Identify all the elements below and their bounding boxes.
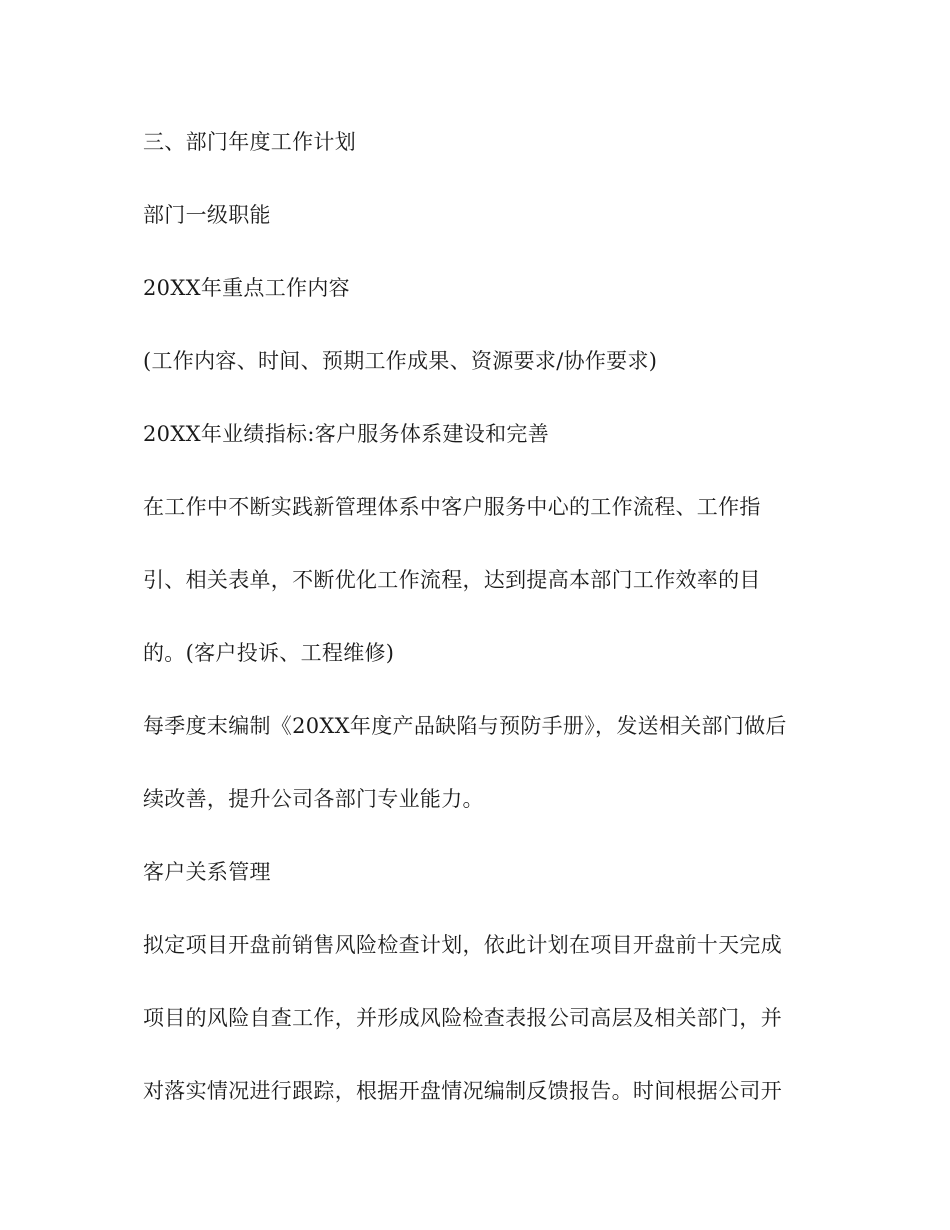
paragraph-line: 引、相关表单，不断优化工作流程，达到提高本部门工作效率的目 (143, 568, 761, 592)
paragraph-line: (工作内容、时间、预期工作成果、资源要求/协作要求) (143, 349, 658, 373)
paragraph-line: 在工作中不断实践新管理体系中客户服务中心的工作流程、工作指 (143, 495, 761, 519)
paragraph-line: 续改善，提升公司各部门专业能力。 (143, 787, 484, 811)
section-heading: 三、部门年度工作计划 (143, 130, 356, 154)
subheading-key-work: 20XX年重点工作内容 (143, 276, 350, 300)
paragraph-line: 项目的风险自查工作，并形成风险检查表报公司高层及相关部门，并 (143, 1006, 782, 1030)
paragraph-line: 对落实情况进行跟踪，根据开盘情况编制反馈报告。时间根据公司开 (143, 1079, 782, 1103)
paragraph-line: 20XX年业绩指标:客户服务体系建设和完善 (143, 422, 549, 446)
paragraph-line: 的。(客户投诉、工程维修) (143, 641, 395, 665)
subheading-customer-relations: 客户关系管理 (143, 860, 271, 884)
paragraph-line: 每季度末编制《20XX年度产品缺陷与预防手册》，发送相关部门做后 (143, 714, 787, 738)
subheading-department-function: 部门一级职能 (143, 203, 271, 227)
paragraph-line: 拟定项目开盘前销售风险检查计划，依此计划在项目开盘前十天完成 (143, 933, 782, 957)
